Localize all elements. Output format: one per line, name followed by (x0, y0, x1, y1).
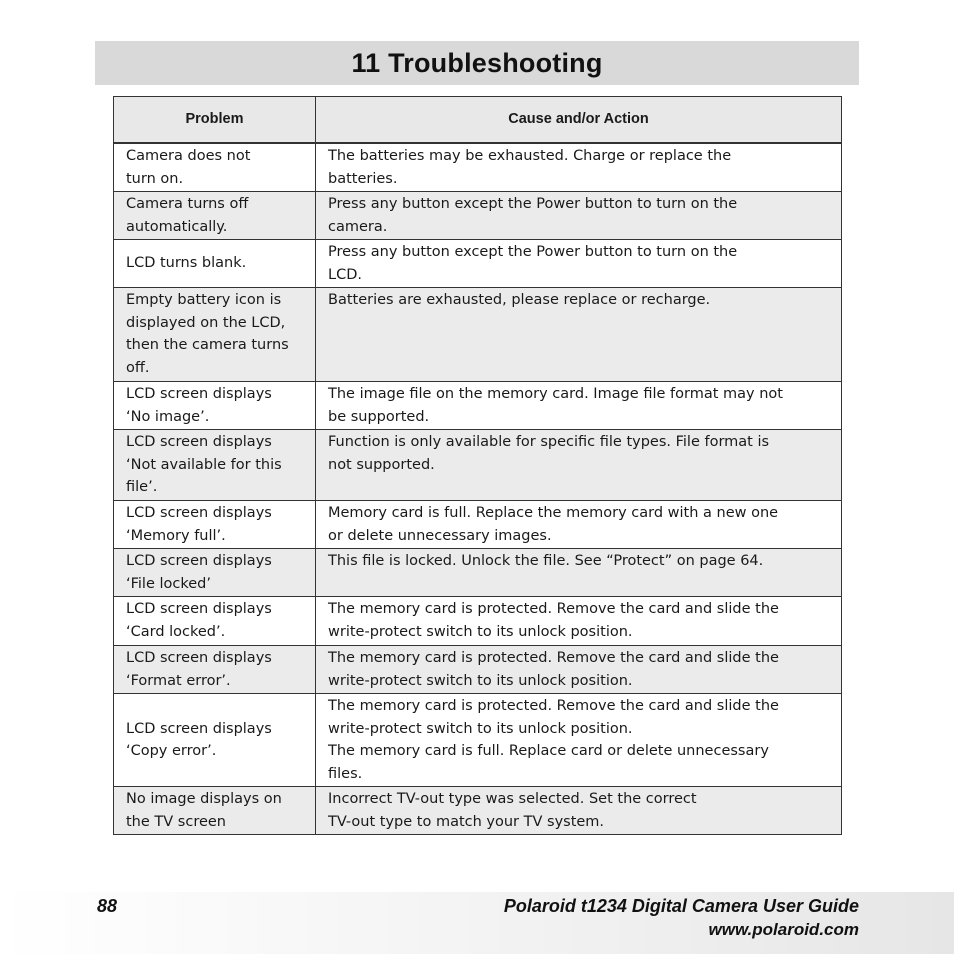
action-cell: Memory card is full. Replace the memory card with a new one or delete unnecessary images. (316, 501, 842, 549)
header-problem: Problem (114, 97, 316, 144)
table-row (114, 240, 842, 288)
table-row (114, 382, 842, 430)
table-row (114, 430, 842, 501)
problem-cell: LCD screen displays ‘Copy error’. (114, 694, 316, 787)
table-row (114, 143, 842, 192)
guide-title: Polaroid t1234 Digital Camera User Guide (503, 896, 859, 916)
table-row (114, 501, 842, 549)
action-cell: This file is locked. Unlock the file. See “Protect” on page 64. (316, 549, 842, 597)
header-cause-action: Cause and/or Action (316, 97, 842, 144)
table-row (114, 549, 842, 597)
problem-cell: LCD screen displays ‘Not available for this file’. (114, 430, 316, 501)
action-cell: Function is only available for specific file types. File format is not supported. (316, 430, 842, 501)
action-cell: The batteries may be exhausted. Charge or replace the batteries. (316, 143, 842, 192)
problem-cell: LCD screen displays ‘No image’. (114, 382, 316, 430)
table-row (114, 288, 842, 382)
action-cell: Press any button except the Power button to turn on the LCD. (316, 240, 842, 288)
table-row (114, 192, 842, 240)
problem-cell: Empty battery icon is displayed on the LCD, then the camera turns off. (114, 288, 316, 382)
action-cell: The memory card is protected. Remove the card and slide the write-protect switch to its unlock position. (316, 597, 842, 646)
action-cell: The image file on the memory card. Image file format may not be supported. (316, 382, 842, 430)
problem-cell: LCD screen displays ‘Card locked’. (114, 597, 316, 646)
website-url: www.polaroid.com (708, 920, 859, 939)
page-title: 11 Troubleshooting (351, 47, 603, 78)
problem-cell: LCD turns blank. (114, 240, 316, 288)
problem-cell: Camera does not turn on. (114, 143, 316, 192)
problem-cell: LCD screen displays ‘File locked’ (114, 549, 316, 597)
problem-cell: Camera turns off automatically. (114, 192, 316, 240)
table-row (114, 597, 842, 646)
table-row (114, 694, 842, 787)
section-title-bar (95, 41, 859, 85)
action-cell: Incorrect TV-out type was selected. Set the correct TV-out type to match your TV system. (316, 787, 842, 835)
action-cell: Press any button except the Power button to turn on the camera. (316, 192, 842, 240)
problem-cell: LCD screen displays ‘Memory full’. (114, 501, 316, 549)
troubleshooting-table (113, 96, 842, 835)
table-row (114, 787, 842, 835)
action-cell: Batteries are exhausted, please replace or recharge. (316, 288, 842, 382)
page-number: 88 (97, 896, 118, 916)
table-row (114, 646, 842, 694)
table-header-row (114, 97, 842, 144)
problem-cell: LCD screen displays ‘Format error’. (114, 646, 316, 694)
action-cell: The memory card is protected. Remove the card and slide the write-protect switch to its unlock position. The memory card is full. Replace card or delete unnecessary files. (316, 694, 842, 787)
action-cell: The memory card is protected. Remove the card and slide the write-protect switch to its unlock position. (316, 646, 842, 694)
problem-cell: No image displays on the TV screen (114, 787, 316, 835)
